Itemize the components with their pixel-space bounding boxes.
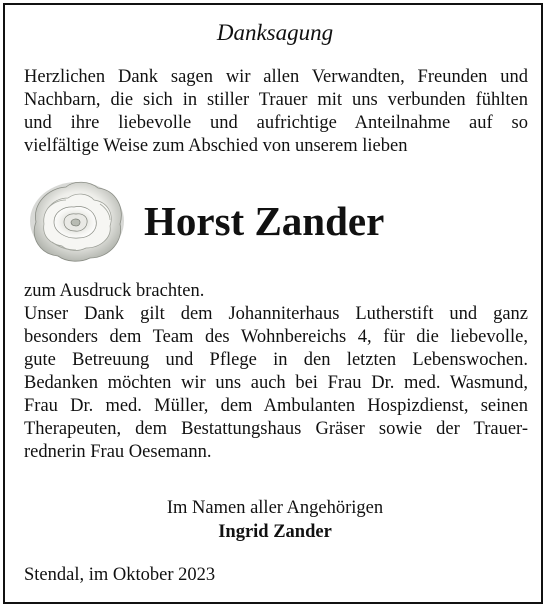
intro-line: vielfältige Weise zum Abschied von unserem lieben [24,136,408,156]
intro-paragraph [24,66,528,158]
body-line: rednerin Frau Oesemann. [24,442,212,462]
white-rose-icon [28,178,126,262]
signature-intro: Im Namen aller Angehörigen [166,498,384,518]
body-line: Therapeuten, dem Bestattungshaus Gräser sowie der Trauer- [24,419,528,439]
deceased-name: Horst Zander [144,198,385,244]
signature-name: Ingrid Zander [218,522,332,542]
intro-line: Herzlichen Dank sagen wir allen Verwandten, Freunden und [24,67,528,87]
body-line: besonders dem Team des Wohnbereichs 4, für die liebevolle, [24,327,528,347]
body-line: Frau Dr. med. Müller, dem Ambulanten Hospizdienst, seinen [24,396,528,416]
place-date: Stendal, im Oktober 2023 [24,565,216,585]
body-paragraph [24,280,528,464]
notice-title: Danksagung [216,20,334,45]
body-line: gute Betreuung und Pflege in den letzten Lebenswochen. [24,350,528,370]
body-line: Unser Dank gilt dem Johanniterhaus Lutherstift und ganz [24,304,528,324]
intro-line: Nachbarn, die sich in stiller Trauer mit uns verbunden fühlten [24,90,528,110]
body-line: Bedanken möchten wir uns auch bei Frau Dr. med. Wasmund, [24,373,528,393]
intro-line: und ihre liebevolle und aufrichtige Anteilnahme auf so [24,113,528,133]
body-line: zum Ausdruck brachten. [24,281,205,301]
